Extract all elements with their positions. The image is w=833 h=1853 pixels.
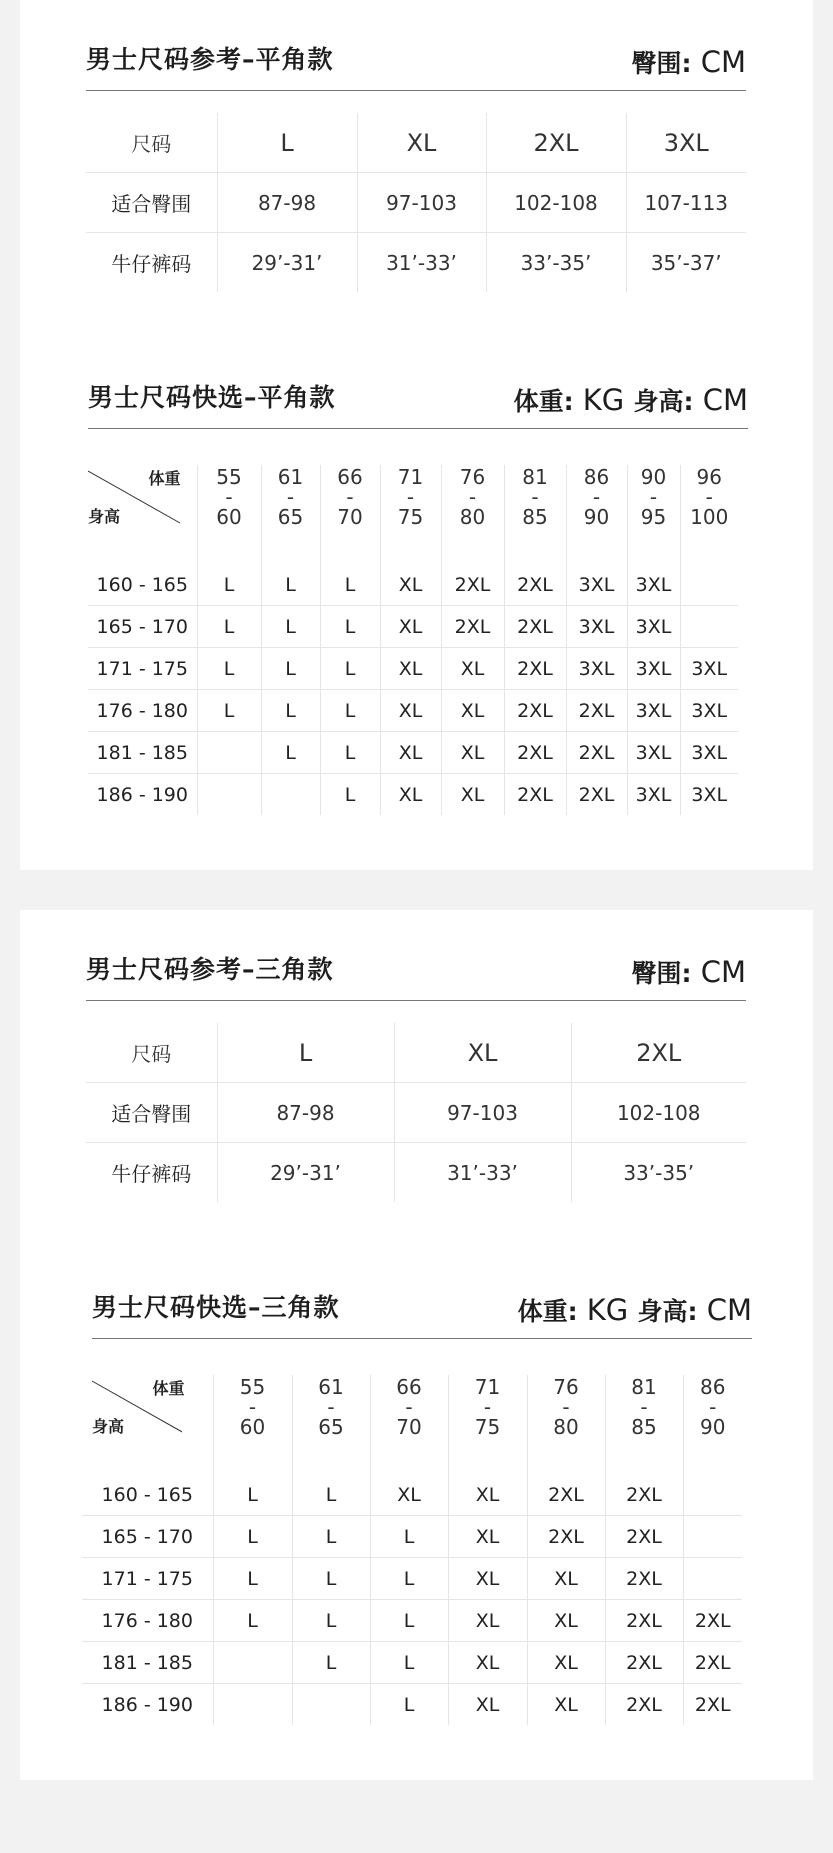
size-cell: 2XL	[527, 1516, 605, 1558]
height-cell: 176 - 180	[82, 1600, 213, 1642]
size-cell: XL	[380, 606, 441, 648]
size-cell: XL	[370, 1474, 448, 1516]
size-cell: L	[213, 1516, 292, 1558]
height-cell: 186 - 190	[96, 783, 188, 806]
size-cell: 2XL	[504, 774, 566, 816]
table-cell: 适合臀围	[86, 1083, 217, 1143]
size-cell: XL	[527, 1600, 605, 1642]
table-row	[82, 1558, 742, 1600]
table-cell: 29’-31’	[217, 233, 357, 293]
size-cell: L	[213, 1474, 292, 1516]
size-cell: L	[292, 1516, 370, 1558]
size-cell	[680, 564, 738, 606]
size-cell	[683, 1516, 742, 1558]
size-cell: XL	[448, 1516, 527, 1558]
size-cell: L	[370, 1642, 448, 1684]
size-cell: 2XL	[605, 1600, 683, 1642]
size-cell: L	[197, 648, 261, 690]
size-cell	[213, 1684, 292, 1726]
size-cell: 2XL	[566, 774, 627, 816]
size-cell: XL	[441, 648, 504, 690]
size-cell: 2XL	[441, 606, 504, 648]
table-row	[88, 690, 738, 732]
size-cell: 2XL	[527, 1474, 605, 1516]
size-cell: 3XL	[566, 564, 627, 606]
table-row	[82, 1516, 742, 1558]
size-cell	[683, 1474, 742, 1516]
table-row	[88, 606, 738, 648]
weight-header-cell: 71 - 75	[448, 1375, 527, 1474]
table-header-cell: XL	[394, 1023, 571, 1083]
size-cell: 2XL	[504, 564, 566, 606]
size-cell: L	[320, 774, 380, 816]
table-row	[88, 648, 738, 690]
size-cell: L	[261, 564, 320, 606]
size-cell: 2XL	[683, 1642, 742, 1684]
weight-header-cell: 55 - 60	[197, 465, 261, 564]
weight-header-cell: 81 - 85	[504, 465, 566, 564]
size-cell: L	[320, 564, 380, 606]
table-cell: 适合臀围	[86, 173, 217, 233]
size-cell: 2XL	[605, 1642, 683, 1684]
table-header-row	[82, 1375, 742, 1474]
table-cell: 102-108	[486, 173, 626, 233]
table-header-cell: L	[217, 1023, 394, 1083]
table-header-row	[86, 1023, 746, 1083]
size-cell: 3XL	[627, 690, 680, 732]
size-reference-table	[86, 113, 746, 292]
table-row	[86, 1143, 746, 1203]
table-cell: 牛仔裤码	[111, 252, 192, 276]
size-cell: XL	[527, 1684, 605, 1726]
height-cell: 160 - 165	[88, 564, 197, 606]
size-cell	[197, 732, 261, 774]
table-row	[86, 173, 746, 233]
weight-header-cell: 66 - 70	[320, 465, 380, 564]
size-cell: 2XL	[566, 732, 627, 774]
size-cell: L	[261, 648, 320, 690]
table-cell: 97-103	[357, 173, 486, 233]
table-header-cell: 尺码	[86, 1023, 217, 1083]
size-cell: L	[213, 1558, 292, 1600]
table-cell: 31’-33’	[357, 233, 486, 293]
weight-header-cell: 81 - 85	[605, 1375, 683, 1474]
size-cell: 3XL	[627, 774, 680, 816]
size-cell: L	[261, 732, 320, 774]
section-header	[86, 46, 746, 91]
table-header-row	[86, 113, 746, 173]
size-cell	[213, 1642, 292, 1684]
table-cell: 87-98	[217, 173, 357, 233]
table-cell: 牛仔裤码	[111, 1162, 192, 1186]
size-cell: L	[213, 1600, 292, 1642]
table-header-row	[88, 465, 738, 564]
size-cell: L	[370, 1516, 448, 1558]
size-cell	[680, 606, 738, 648]
weight-header-cell: 61 - 65	[261, 465, 320, 564]
size-cell: 2XL	[504, 648, 566, 690]
unit-label: 臀围: CM	[631, 955, 746, 989]
corner-header-cell	[88, 465, 197, 564]
size-cell: XL	[448, 1642, 527, 1684]
table-header-cell: 2XL	[571, 1023, 746, 1083]
size-cell: 2XL	[605, 1516, 683, 1558]
height-cell: 176 - 180	[88, 690, 197, 732]
size-cell: 3XL	[627, 564, 680, 606]
size-cell: 3XL	[566, 648, 627, 690]
size-cell	[197, 774, 261, 816]
size-cell: L	[320, 648, 380, 690]
size-cell: 2XL	[683, 1684, 742, 1726]
table-cell: 29’-31’	[217, 1143, 394, 1203]
table-cell: 31’-33’	[394, 1143, 571, 1203]
height-cell: 171 - 175	[82, 1558, 213, 1600]
unit-label: 体重: KG 身高: CM	[513, 383, 748, 417]
size-cell: L	[320, 690, 380, 732]
size-cell: XL	[527, 1558, 605, 1600]
size-cell: XL	[441, 690, 504, 732]
size-cell: L	[261, 690, 320, 732]
weight-axis-label: 体重	[152, 1379, 185, 1398]
weight-header-cell: 71 - 75	[380, 465, 441, 564]
size-cell: XL	[441, 732, 504, 774]
height-cell: 181 - 185	[88, 732, 197, 774]
table-row	[88, 774, 738, 816]
table-cell: 33’-35’	[571, 1143, 746, 1203]
height-axis-label: 身高	[92, 1417, 125, 1436]
size-cell: XL	[448, 1600, 527, 1642]
height-cell: 181 - 185	[82, 1642, 213, 1684]
card-boxer	[20, 0, 813, 870]
size-cell: XL	[380, 564, 441, 606]
weight-header-cell: 61 - 65	[292, 1375, 370, 1474]
table-row	[88, 564, 738, 606]
table-cell: 97-103	[394, 1083, 571, 1143]
size-cell: 3XL	[680, 690, 738, 732]
size-cell: L	[370, 1600, 448, 1642]
table-row	[82, 1642, 742, 1684]
section-title: 男士尺码快选–平角款	[88, 383, 336, 412]
size-cell: L	[320, 606, 380, 648]
size-cell: 2XL	[566, 690, 627, 732]
size-cell: L	[197, 564, 261, 606]
table-row	[86, 233, 746, 293]
size-cell: XL	[380, 690, 441, 732]
size-cell: 2XL	[504, 606, 566, 648]
table-cell: 33’-35’	[486, 233, 626, 293]
table-cell: 102-108	[571, 1083, 746, 1143]
height-cell: 165 - 170	[88, 606, 197, 648]
weight-header-cell: 86 - 90	[566, 465, 627, 564]
size-cell: L	[370, 1558, 448, 1600]
size-cell: XL	[448, 1684, 527, 1726]
section-header	[92, 1294, 752, 1339]
size-cell: L	[261, 606, 320, 648]
size-quick-select-brief	[92, 1294, 752, 1725]
size-cell: 2XL	[441, 564, 504, 606]
size-cell: XL	[448, 1474, 527, 1516]
table-header-cell: L	[217, 113, 357, 173]
size-cell: 2XL	[605, 1474, 683, 1516]
size-reference-boxer	[86, 46, 746, 292]
size-quick-select-table	[82, 1375, 742, 1725]
size-cell: 3XL	[680, 648, 738, 690]
size-cell: 3XL	[627, 732, 680, 774]
size-cell	[261, 774, 320, 816]
corner-header-cell	[82, 1375, 213, 1474]
size-cell: L	[197, 606, 261, 648]
weight-header-cell: 76 - 80	[441, 465, 504, 564]
table-cell: 87-98	[217, 1083, 394, 1143]
weight-header-cell: 55 - 60	[213, 1375, 292, 1474]
height-cell: 171 - 175	[88, 648, 197, 690]
size-quick-select-table	[88, 465, 738, 815]
height-cell: 160 - 165	[82, 1474, 213, 1516]
size-cell: XL	[527, 1642, 605, 1684]
weight-header-cell: 66 - 70	[370, 1375, 448, 1474]
unit-label: 臀围: CM	[631, 45, 746, 79]
size-cell: XL	[380, 648, 441, 690]
weight-axis-label: 体重	[148, 469, 181, 488]
size-cell: 2XL	[605, 1684, 683, 1726]
size-cell: 3XL	[627, 648, 680, 690]
size-cell: 3XL	[627, 606, 680, 648]
size-cell: L	[292, 1558, 370, 1600]
height-cell: 186 - 190	[101, 1693, 193, 1716]
table-row	[82, 1684, 742, 1726]
size-cell: L	[370, 1684, 448, 1726]
size-cell: L	[292, 1600, 370, 1642]
section-header	[86, 956, 746, 1001]
size-cell: 2XL	[504, 690, 566, 732]
section-header	[88, 384, 748, 429]
size-cell: L	[320, 732, 380, 774]
size-cell: XL	[448, 1558, 527, 1600]
weight-header-cell: 76 - 80	[527, 1375, 605, 1474]
size-cell: 2XL	[504, 732, 566, 774]
section-title: 男士尺码参考–三角款	[86, 955, 334, 984]
height-cell: 165 - 170	[82, 1516, 213, 1558]
table-cell: 107-113	[626, 173, 746, 233]
size-cell: L	[197, 690, 261, 732]
table-header-cell: XL	[357, 113, 486, 173]
card-brief	[20, 910, 813, 1780]
weight-header-cell: 96 - 100	[680, 465, 738, 564]
size-cell: 2XL	[605, 1558, 683, 1600]
size-cell: 2XL	[683, 1600, 742, 1642]
table-row	[82, 1474, 742, 1516]
size-cell: L	[292, 1642, 370, 1684]
height-axis-label: 身高	[88, 507, 121, 526]
unit-label: 体重: KG 身高: CM	[517, 1293, 752, 1327]
size-cell: XL	[380, 732, 441, 774]
size-cell	[292, 1684, 370, 1726]
size-cell: 3XL	[680, 774, 738, 816]
size-cell: 3XL	[680, 732, 738, 774]
table-row	[86, 1083, 746, 1143]
weight-header-cell: 86 - 90	[683, 1375, 742, 1474]
size-cell: 3XL	[566, 606, 627, 648]
size-cell: XL	[380, 774, 441, 816]
section-title: 男士尺码快选–三角款	[92, 1293, 340, 1322]
table-cell: 35’-37’	[626, 233, 746, 293]
size-quick-select-boxer	[88, 384, 748, 815]
table-header-cell: 3XL	[626, 113, 746, 173]
size-cell	[683, 1558, 742, 1600]
size-cell: L	[292, 1474, 370, 1516]
table-row	[82, 1600, 742, 1642]
table-header-cell: 尺码	[86, 113, 217, 173]
size-reference-brief	[86, 956, 746, 1202]
size-cell: XL	[441, 774, 504, 816]
weight-header-cell: 90 - 95	[627, 465, 680, 564]
section-title: 男士尺码参考–平角款	[86, 45, 334, 74]
table-row	[88, 732, 738, 774]
table-header-cell: 2XL	[486, 113, 626, 173]
size-reference-table	[86, 1023, 746, 1202]
